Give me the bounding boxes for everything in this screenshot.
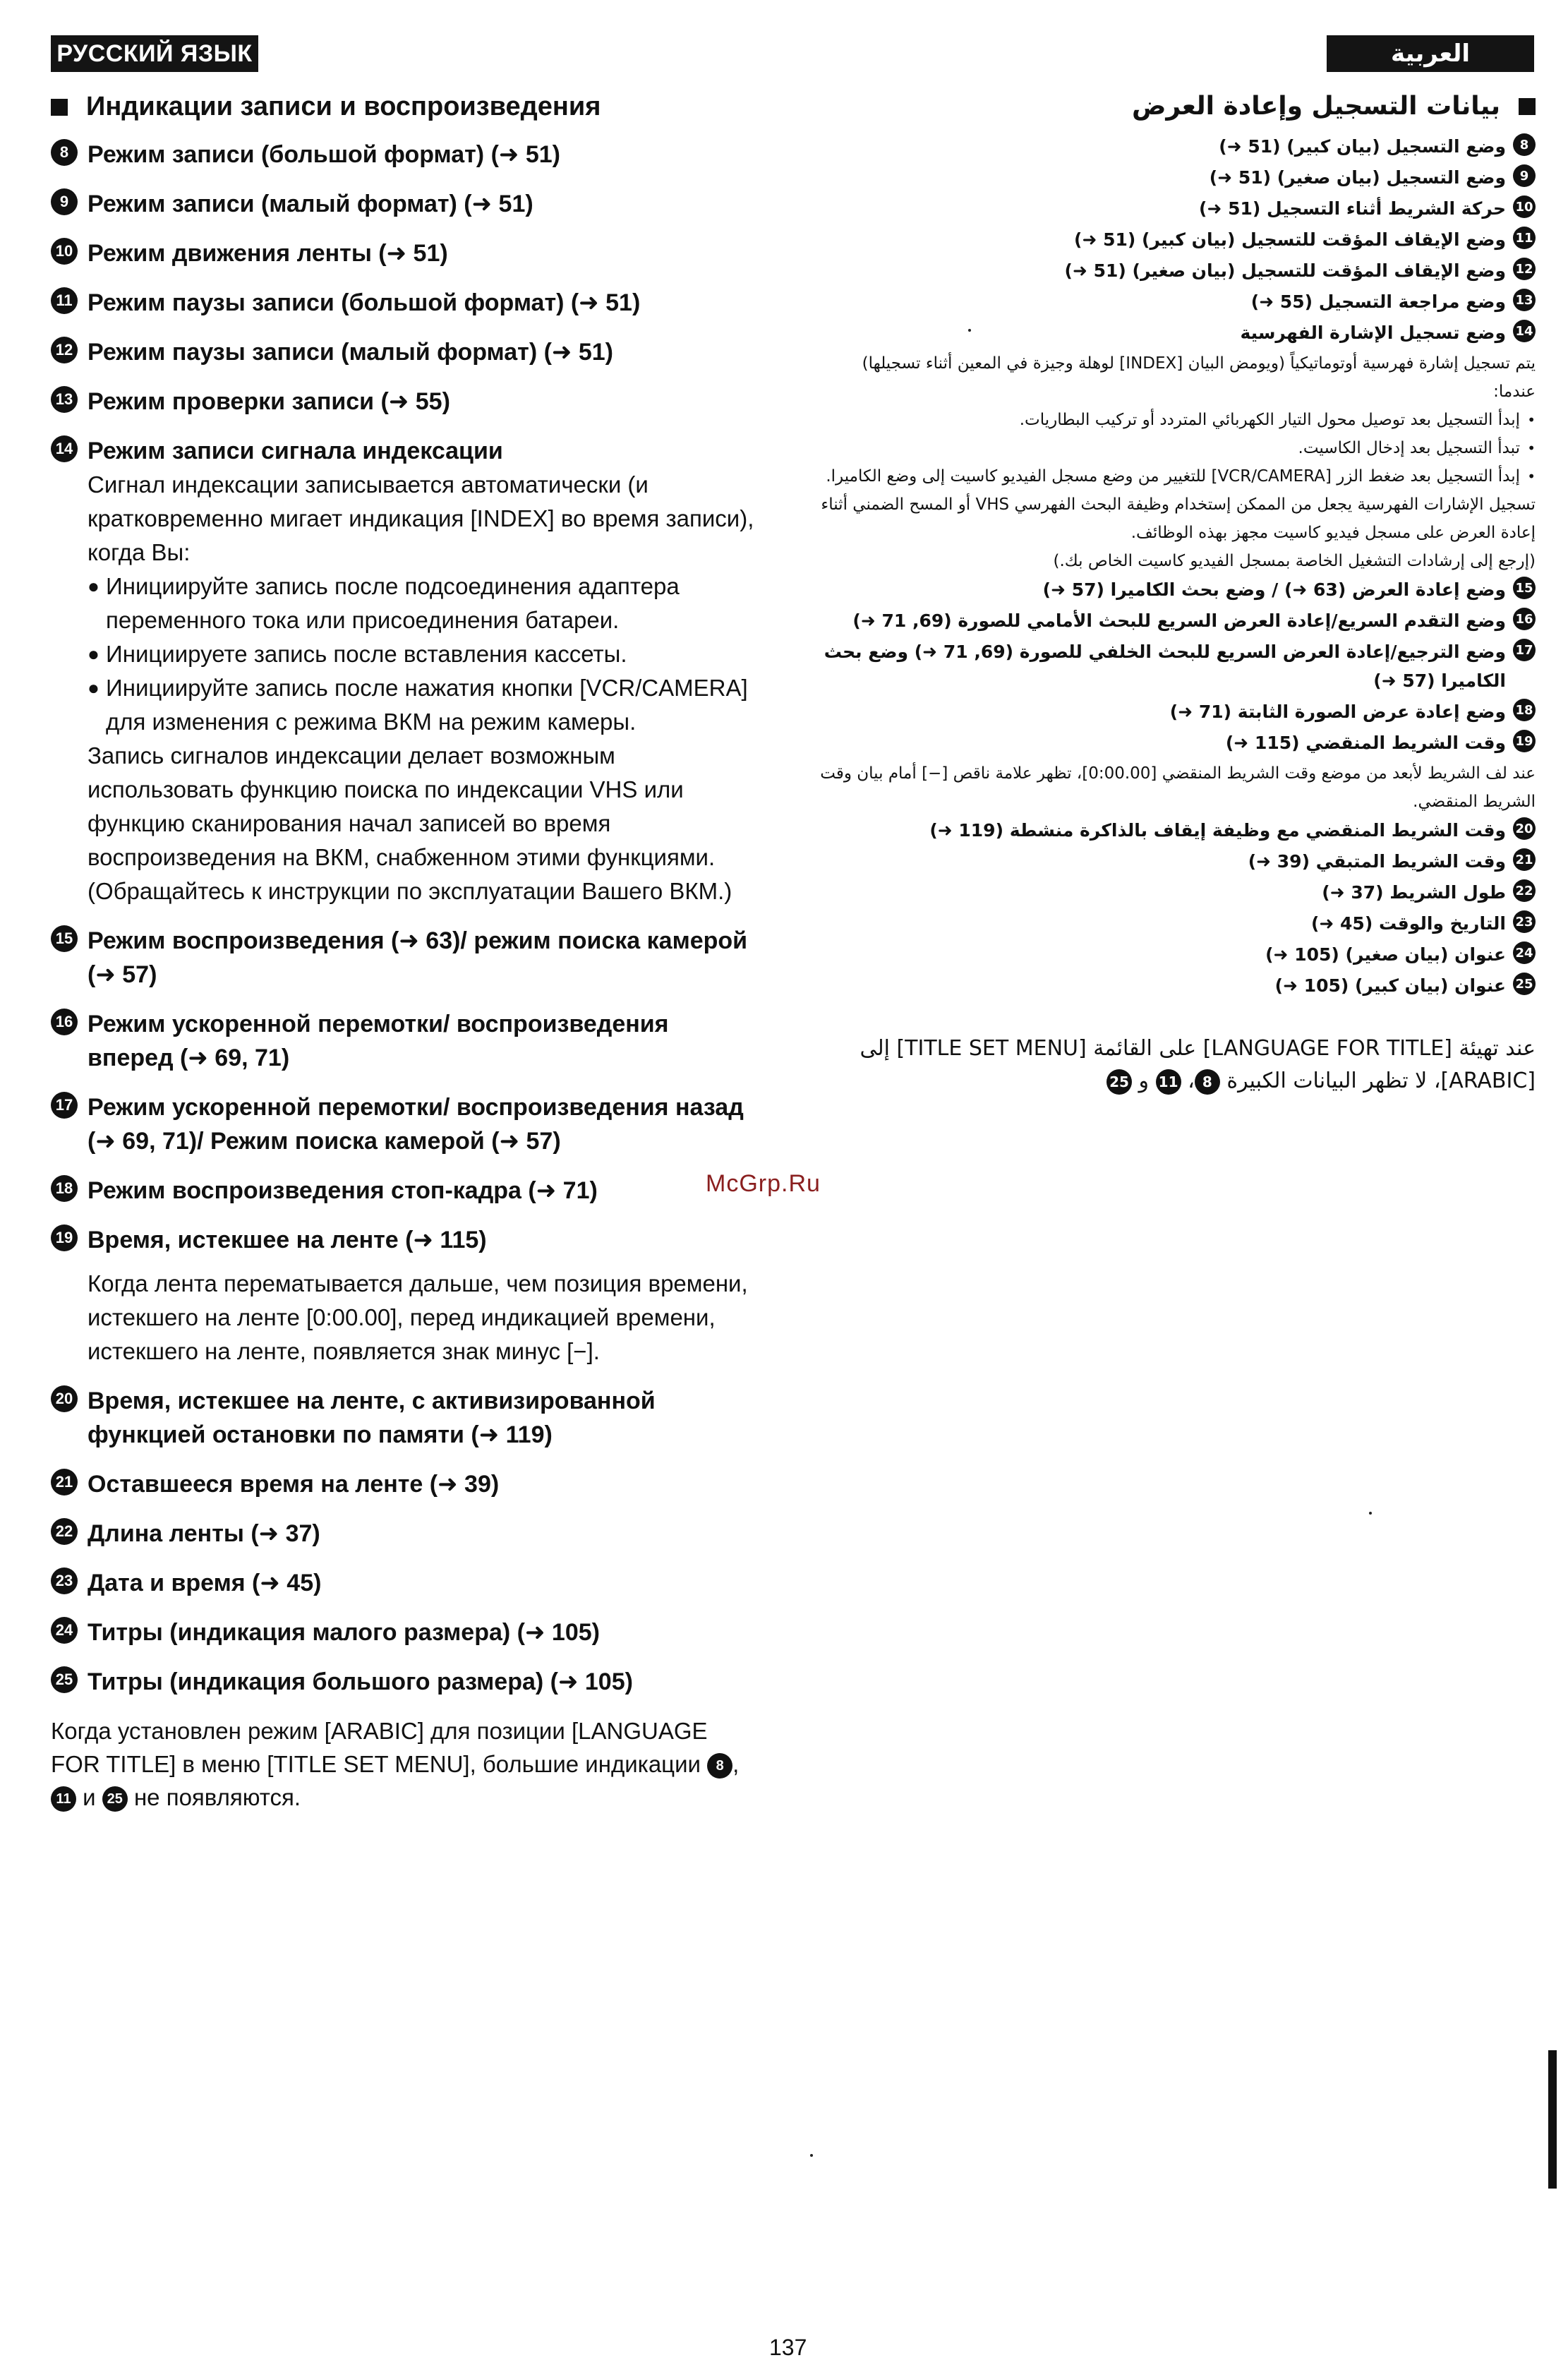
item-description: Запись сигналов индексации делает возможным использовать функцию поиска по индексации VHS или функцию сканирования начал записей во время воспроизведения на ВКМ, снабженном этими функциями.: [88, 742, 716, 870]
bullet-dot-icon: •: [1527, 468, 1536, 485]
item-title: Режим записи (большой формат) (➜ 51): [88, 141, 560, 168]
list-item-12: [819, 256, 1536, 285]
list-item-17: [819, 637, 1536, 695]
square-bullet-icon: [51, 99, 68, 116]
section-heading-russian: [51, 92, 756, 122]
item-title: حركة الشريط أثناء التسجيل (51 ➜): [1199, 198, 1506, 219]
circled-number-icon: 8: [51, 139, 78, 166]
item-title: طول الشريط (37 ➜): [1322, 882, 1506, 903]
list-item-15: [819, 575, 1536, 604]
circled-number-icon: 24: [1513, 941, 1536, 964]
scan-speck: [968, 329, 971, 332]
item-title: Время, истекшее на ленте (➜ 115): [88, 1227, 487, 1253]
item-description: يتم تسجيل إشارة فهرسية أوتوماتيكياً (ويومض البيان [INDEX] لوهلة وجيزة في المعين أثناء تسجيلها) عندما:: [862, 354, 1536, 401]
circled-number-icon: 8: [707, 1753, 732, 1779]
circled-number-icon: 13: [1513, 289, 1536, 311]
circled-number-icon: 16: [1513, 608, 1536, 630]
list-item-19: [819, 728, 1536, 757]
circled-number-icon: 10: [51, 238, 78, 265]
item-title: Режим паузы записи (малый формат) (➜ 51): [88, 339, 613, 366]
list-item-13: [51, 385, 756, 419]
list-item-10: [51, 236, 756, 270]
item-description: (Обращайтесь к инструкции по эксплуатации Вашего ВКМ.): [88, 878, 732, 904]
item-title: وقت الشريط المنقضي (115 ➜): [1225, 733, 1506, 753]
list-item-12: [51, 335, 756, 369]
circled-number-icon: 18: [1513, 699, 1536, 721]
bullet-item: • إبدأ التسجيل بعد ضغط الزر [VCR/CAMERA] للتغيير من وضع مسجل الفيديو كاسيت إلى وضع الكاميرا.: [819, 462, 1536, 491]
list-item-22: [51, 1517, 756, 1551]
item-title: Титры (индикация большого размера) (➜ 105): [88, 1668, 633, 1695]
list-item-20: [819, 816, 1536, 845]
list-item-14: [51, 434, 756, 908]
bullet-dot-icon: ●: [88, 575, 99, 597]
section-heading-arabic: [819, 92, 1536, 121]
circled-number-icon: 17: [51, 1092, 78, 1119]
item-description: Когда лента перематывается дальше, чем позиция времени, истекшего на ленте [0:00.00], перед индикацией времени, истекшего на ленте, появляется знак минус [−].: [88, 1270, 748, 1364]
list-item-21: [819, 847, 1536, 876]
circled-number-icon: 17: [1513, 639, 1536, 661]
list-item-16: [819, 606, 1536, 635]
item-title: Оставшееся время на ленте (➜ 39): [88, 1471, 500, 1498]
item-title: وقت الشريط المنقضي مع وظيفة إيقاف بالذاكرة منشطة (119 ➜): [929, 820, 1506, 841]
list-item-25: [51, 1665, 756, 1699]
circled-number-icon: 11: [1513, 227, 1536, 249]
list-item-23: [51, 1566, 756, 1600]
watermark: McGrp.Ru: [706, 1170, 821, 1197]
item-title: Режим проверки записи (➜ 55): [88, 388, 450, 415]
item-title: Режим ускоренной перемотки/ воспроизведения вперед (➜ 69, 71): [88, 1011, 669, 1071]
bullet-dot-icon: •: [1527, 440, 1536, 457]
circled-number-icon: 11: [1156, 1069, 1181, 1095]
list-item-8: [819, 132, 1536, 161]
list-item-18: [819, 697, 1536, 726]
circled-number-icon: 11: [51, 1786, 76, 1812]
circled-number-icon: 22: [1513, 879, 1536, 902]
page-number: 137: [769, 2335, 807, 2360]
footnote-russian: Когда установлен режим [ARABIC] для позиции [LANGUAGE FOR TITLE] в меню [TITLE SET MENU], большие индикации 8 , 11 и 25 не появляются.: [51, 1714, 756, 1814]
footnote-arabic: عند تهيئة [LANGUAGE FOR TITLE] على القائمة [TITLE SET MENU] إلى [ARABIC]، لا تظهر البيانات الكبيرة 8، 11 و 25: [860, 1036, 1536, 1093]
russian-column: [51, 92, 756, 1814]
list-item-9: [819, 163, 1536, 192]
circled-number-icon: 11: [51, 287, 78, 314]
circled-number-icon: 25: [1513, 973, 1536, 995]
list-item-25: [819, 971, 1536, 1000]
circled-number-icon: 9: [1513, 164, 1536, 187]
list-item-11: [51, 286, 756, 320]
list-item-14: [819, 318, 1536, 347]
scan-speck: [810, 2154, 813, 2157]
bullet-item: • تبدأ التسجيل بعد إدخال الكاسيت.: [819, 434, 1536, 462]
circled-number-icon: 14: [1513, 320, 1536, 342]
list-item-17: [51, 1090, 756, 1158]
circled-number-icon: 22: [51, 1518, 78, 1545]
item-title: وضع مراجعة التسجيل (55 ➜): [1250, 291, 1506, 312]
item-title: وضع إعادة عرض الصورة الثابتة (71 ➜): [1169, 702, 1506, 722]
bullet-item: ● Инициируйте запись после нажатия кнопки [VCR/CAMERA] для изменения с режима ВКМ на режим камеры.: [88, 671, 756, 739]
item-description: (إرجع إلى إرشادات التشغيل الخاصة بمسجل الفيديو كاسيت الخاص بك.): [1053, 552, 1536, 570]
item-title: عنوان (بيان كبير) (105 ➜): [1274, 975, 1506, 996]
bullet-dot-icon: ●: [88, 643, 99, 665]
circled-number-icon: 8: [1513, 133, 1536, 156]
list-item-13: [819, 287, 1536, 316]
circled-number-icon: 23: [1513, 910, 1536, 933]
list-item-22: [819, 878, 1536, 907]
list-item-21: [51, 1467, 756, 1501]
item-title: Режим паузы записи (большой формат) (➜ 51): [88, 289, 641, 316]
list-item-19: [51, 1223, 756, 1368]
circled-number-icon: 18: [51, 1175, 78, 1202]
list-item-23: [819, 909, 1536, 938]
item-title: عنوان (بيان صغير) (105 ➜): [1265, 944, 1506, 965]
item-title: وضع التقدم السريع/إعادة العرض السريع للبحث الأمامي للصورة (69, 71 ➜): [852, 610, 1506, 631]
bullet-item: • إبدأ التسجيل بعد توصيل محول التيار الكهربائي المتردد أو تركيب البطاريات.: [819, 406, 1536, 434]
circled-number-icon: 25: [1106, 1069, 1132, 1095]
list-item-18: [51, 1174, 756, 1208]
item-title: وضع التسجيل (بيان كبير) (51 ➜): [1219, 136, 1506, 157]
item-title: وقت الشريط المتبقي (39 ➜): [1248, 851, 1506, 872]
bullet-dot-icon: •: [1527, 411, 1536, 428]
item-title: Режим движения ленты (➜ 51): [88, 240, 448, 267]
item-title: وضع تسجيل الإشارة الفهرسية: [1240, 323, 1506, 343]
circled-number-icon: 20: [51, 1385, 78, 1412]
square-bullet-icon: [1519, 98, 1536, 115]
item-title: Титры (индикация малого размера) (➜ 105): [88, 1619, 600, 1646]
section-title: Индикации записи и воспроизведения: [86, 92, 601, 121]
item-title: Режим записи (малый формат) (➜ 51): [88, 191, 533, 217]
item-title: Режим ускоренной перемотки/ воспроизведения назад (➜ 69, 71)/ Режим поиска камерой (➜ 57): [88, 1094, 744, 1155]
list-item-24: [51, 1615, 756, 1649]
bullet-item: ● Инициируйте запись после подсоединения адаптера переменного тока или присоединения батареи.: [88, 570, 756, 637]
item-title: Дата и время (➜ 45): [88, 1570, 322, 1596]
circled-number-icon: 19: [51, 1224, 78, 1251]
item-description: عند لف الشريط لأبعد من موضع وقت الشريط المنقضي [0:00.00]، تظهر علامة ناقص [−] أمام بيان وقت الشريط المنقضي.: [820, 764, 1536, 811]
list-item-9: [51, 187, 756, 221]
circled-number-icon: 14: [51, 435, 78, 462]
circled-number-icon: 12: [1513, 258, 1536, 280]
circled-number-icon: 10: [1513, 195, 1536, 218]
circled-number-icon: 21: [1513, 848, 1536, 871]
language-tag-arabic: العربية: [1327, 35, 1534, 72]
item-title: Режим воспроизведения стоп-кадра (➜ 71): [88, 1177, 598, 1204]
circled-number-icon: 20: [1513, 817, 1536, 840]
arabic-column: [819, 92, 1536, 1097]
circled-number-icon: 25: [51, 1666, 78, 1693]
item-title: Режим воспроизведения (➜ 63)/ режим поиска камерой (➜ 57): [88, 927, 748, 988]
item-title: التاريخ والوقت (45 ➜): [1310, 913, 1506, 934]
item-title: وضع إعادة العرض (63 ➜) / وضع بحث الكاميرا (57 ➜): [1042, 579, 1506, 600]
list-item-15: [51, 924, 756, 992]
section-title: بيانات التسجيل وإعادة العرض: [1131, 92, 1500, 121]
item-description: تسجيل الإشارات الفهرسية يجعل من الممكن إستخدام وظيفة البحث الفهرسي VHS أو المسح الضمني أثناء إعادة العرض على مسجل فيديو كاسيت مجهز بهذه الوظائف.: [821, 495, 1536, 542]
circled-number-icon: 15: [51, 925, 78, 952]
circled-number-icon: 23: [51, 1567, 78, 1594]
circled-number-icon: 21: [51, 1469, 78, 1496]
list-item-16: [51, 1007, 756, 1075]
circled-number-icon: 16: [51, 1009, 78, 1035]
item-title: Время, истекшее на ленте, с активизированной функцией остановки по памяти (➜ 119): [88, 1388, 656, 1448]
list-item-10: [819, 194, 1536, 223]
item-title: وضع الإيقاف المؤقت للتسجيل (بيان كبير) (51 ➜): [1074, 229, 1506, 250]
circled-number-icon: 13: [51, 386, 78, 413]
bullet-item: ● Инициируете запись после вставления кассеты.: [88, 637, 756, 671]
item-title: وضع الترجيع/إعادة العرض السريع للبحث الخلفي للصورة (69, 71 ➜) وضع بحث الكاميرا (57 ➜): [824, 642, 1506, 691]
circled-number-icon: 24: [51, 1617, 78, 1644]
page-edge-marker: [1548, 2050, 1557, 2189]
list-item-20: [51, 1384, 756, 1452]
scan-speck: [1369, 1512, 1372, 1515]
circled-number-icon: 9: [51, 188, 78, 215]
item-title: Режим записи сигнала индексации: [88, 438, 503, 464]
list-item-11: [819, 225, 1536, 254]
circled-number-icon: 19: [1513, 730, 1536, 752]
circled-number-icon: 12: [51, 337, 78, 363]
item-title: Длина ленты (➜ 37): [88, 1520, 320, 1547]
circled-number-icon: 15: [1513, 577, 1536, 599]
language-tag-russian: РУССКИЙ ЯЗЫК: [51, 35, 258, 72]
item-title: وضع التسجيل (بيان صغير) (51 ➜): [1209, 167, 1506, 188]
item-description: Сигнал индексации записывается автоматически (и кратковременно мигает индикация [INDEX] во время записи), когда Вы:: [88, 471, 754, 565]
bullet-dot-icon: ●: [88, 677, 99, 699]
item-title: وضع الإيقاف المؤقت للتسجيل (بيان صغير) (51 ➜): [1064, 260, 1506, 281]
circled-number-icon: 25: [102, 1786, 128, 1812]
list-item-24: [819, 940, 1536, 969]
list-item-8: [51, 138, 756, 171]
circled-number-icon: 8: [1195, 1069, 1220, 1095]
